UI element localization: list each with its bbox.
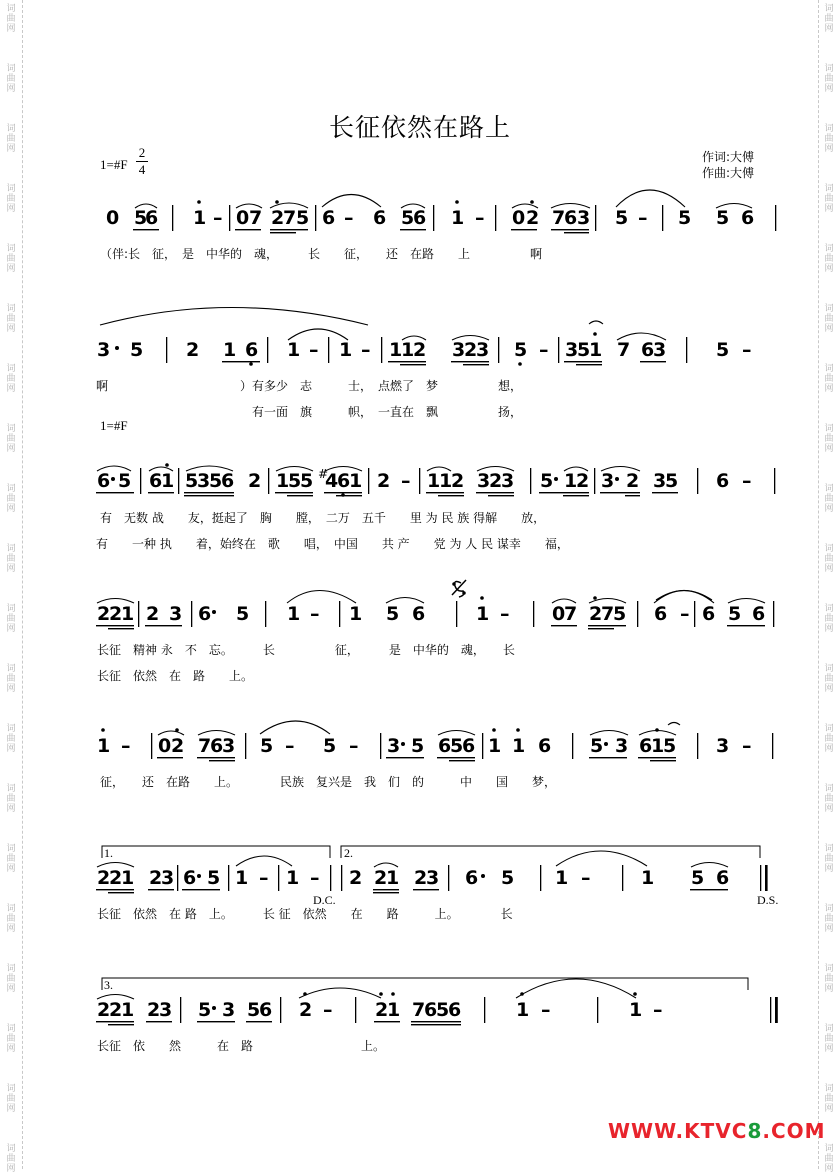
svg-text:2: 2: [147, 999, 161, 1021]
svg-text:6: 6: [716, 867, 730, 889]
watermark-text: 词 曲 网: [6, 964, 16, 994]
svg-text:2: 2: [97, 999, 111, 1021]
svg-text:–: –: [742, 339, 752, 361]
svg-text:2: 2: [248, 470, 262, 492]
watermark-text: 词 曲 网: [824, 664, 834, 694]
watermark-text: 词 曲 网: [824, 964, 834, 994]
watermark-text: 词 曲 网: [6, 904, 16, 934]
svg-text:5: 5: [678, 207, 692, 229]
svg-text:1: 1: [349, 470, 363, 492]
svg-text:2: 2: [414, 867, 428, 889]
svg-text:5: 5: [691, 867, 705, 889]
watermark-text: 词 曲 网: [824, 424, 834, 454]
svg-text:1: 1: [161, 470, 175, 492]
svg-text:2: 2: [97, 867, 111, 889]
svg-text:0: 0: [512, 207, 526, 229]
svg-text:6: 6: [716, 470, 730, 492]
svg-text:–: –: [401, 470, 411, 492]
svg-text:1: 1: [451, 207, 465, 229]
watermark-text: 词 曲 网: [6, 844, 16, 874]
watermark-text: 词 曲 网: [824, 184, 834, 214]
watermark-text: 词 曲 网: [6, 1144, 16, 1174]
svg-text:7: 7: [198, 735, 212, 757]
svg-text:6: 6: [538, 735, 552, 757]
ending-3-label: 3.: [104, 978, 113, 992]
lyric-line: 长征 依 然 在 路 上。: [97, 1039, 386, 1053]
dc-marking: D.C.: [313, 893, 336, 907]
svg-text:1: 1: [349, 603, 363, 625]
svg-text:5: 5: [501, 867, 515, 889]
watermark-text: 词 曲 网: [824, 904, 834, 934]
svg-text:1: 1: [121, 603, 135, 625]
svg-text:2: 2: [349, 867, 363, 889]
svg-text:5: 5: [118, 470, 132, 492]
watermark-text: 词 曲 网: [824, 64, 834, 94]
svg-text:0: 0: [106, 207, 120, 229]
lyric-line: 长征 精神 永 不 忘。 长 征， 是 中华的 魂， 长: [97, 643, 515, 657]
svg-text:7: 7: [412, 999, 426, 1021]
svg-text:2: 2: [186, 339, 200, 361]
lyric-line: 有一面 旗 帜， 一直在 飘 扬，: [96, 405, 523, 419]
system-4-notes: [97, 603, 765, 625]
svg-text:2: 2: [375, 999, 389, 1021]
logo-tld: .COM: [762, 1119, 826, 1143]
svg-text:6: 6: [702, 603, 716, 625]
svg-text:6: 6: [221, 470, 235, 492]
watermark-text: 词 曲 网: [6, 784, 16, 814]
watermark-text: 词 曲 网: [6, 484, 16, 514]
watermark-text: 词 曲 网: [824, 304, 834, 334]
svg-text:0: 0: [158, 735, 172, 757]
svg-text:1: 1: [401, 339, 415, 361]
svg-text:1: 1: [97, 735, 111, 757]
svg-text:1: 1: [287, 603, 301, 625]
svg-text:–: –: [259, 867, 269, 889]
svg-text:6: 6: [337, 470, 351, 492]
watermark-text: 词 曲 网: [824, 124, 834, 154]
watermark-text: 词 曲 网: [824, 244, 834, 274]
svg-text:–: –: [309, 339, 319, 361]
svg-text:3: 3: [452, 339, 466, 361]
svg-text:1: 1: [629, 999, 643, 1021]
svg-text:5: 5: [716, 339, 730, 361]
lyricist-credit: 作词:大傅: [702, 150, 755, 164]
svg-text:4: 4: [325, 470, 339, 492]
watermark-text: 词 曲 网: [824, 1084, 834, 1114]
song-title: 长征依然在路上: [328, 113, 511, 142]
watermark-text: 词 曲 网: [824, 484, 834, 514]
svg-text:3: 3: [387, 735, 401, 757]
svg-text:5: 5: [300, 470, 314, 492]
ds-marking: D.S.: [757, 893, 779, 907]
svg-text:3: 3: [501, 470, 515, 492]
svg-text:6: 6: [465, 867, 479, 889]
svg-text:5: 5: [236, 603, 250, 625]
svg-text:2: 2: [464, 339, 478, 361]
site-logo[interactable]: [608, 1119, 826, 1143]
svg-text:6: 6: [741, 207, 755, 229]
svg-text:5: 5: [209, 470, 223, 492]
svg-text:3: 3: [222, 999, 236, 1021]
watermark-text: 词 曲 网: [6, 124, 16, 154]
watermark-text: 词 曲 网: [6, 364, 16, 394]
system-5-notes: [97, 735, 752, 757]
svg-text:0: 0: [552, 603, 566, 625]
svg-text:1: 1: [516, 999, 530, 1021]
svg-text:5: 5: [436, 999, 450, 1021]
svg-text:–: –: [742, 735, 752, 757]
lyric-line: （伴:长 征， 是 中华的 魂， 长 征， 还 在路 上 啊: [100, 247, 543, 261]
watermark-text: 词 曲 网: [6, 1084, 16, 1114]
svg-text:–: –: [638, 207, 648, 229]
svg-text:1: 1: [651, 735, 665, 757]
svg-text:5: 5: [185, 470, 199, 492]
system-2-notes: [97, 339, 752, 361]
svg-text:–: –: [653, 999, 663, 1021]
svg-text:5: 5: [247, 999, 261, 1021]
svg-text:–: –: [361, 339, 371, 361]
watermark-text: 词 曲 网: [824, 724, 834, 754]
watermark-text: 词 曲 网: [6, 544, 16, 574]
svg-text:6: 6: [654, 603, 668, 625]
svg-text:6: 6: [424, 999, 438, 1021]
svg-text:3: 3: [169, 603, 183, 625]
svg-text:3: 3: [477, 470, 491, 492]
svg-text:7: 7: [283, 207, 297, 229]
svg-text:6: 6: [245, 339, 259, 361]
ending-1-label: 1.: [104, 846, 113, 860]
svg-text:6: 6: [462, 735, 476, 757]
svg-text:3: 3: [476, 339, 490, 361]
svg-text:6: 6: [210, 735, 224, 757]
svg-text:3: 3: [601, 470, 615, 492]
svg-text:1: 1: [439, 470, 453, 492]
svg-text:–: –: [742, 470, 752, 492]
svg-text:2: 2: [109, 999, 123, 1021]
svg-text:6: 6: [639, 735, 653, 757]
svg-text:2: 2: [374, 867, 388, 889]
svg-text:2: 2: [271, 207, 285, 229]
svg-text:3: 3: [97, 339, 111, 361]
svg-text:3: 3: [161, 867, 175, 889]
svg-text:6: 6: [145, 207, 159, 229]
svg-text:3: 3: [716, 735, 730, 757]
svg-text:6: 6: [259, 999, 273, 1021]
svg-text:7: 7: [552, 207, 566, 229]
lyric-line: 有 一种 执 着，始终在 歌 唱， 中国 共 产 党 为 人 民 谋幸 福，: [96, 537, 569, 551]
svg-text:–: –: [121, 735, 131, 757]
svg-text:–: –: [475, 207, 485, 229]
svg-text:1: 1: [121, 999, 135, 1021]
svg-text:2: 2: [377, 470, 391, 492]
svg-text:2: 2: [109, 603, 123, 625]
svg-text:5: 5: [590, 735, 604, 757]
svg-text:–: –: [310, 867, 320, 889]
svg-text:2: 2: [576, 470, 590, 492]
watermark-text: 词 曲 网: [824, 1144, 834, 1174]
svg-text:5: 5: [260, 735, 274, 757]
svg-text:1: 1: [223, 339, 237, 361]
ending-2-label: 2.: [344, 846, 353, 860]
watermark-text: 词 曲 网: [6, 244, 16, 274]
svg-text:2: 2: [626, 470, 640, 492]
watermark-text: 词 曲 网: [6, 1024, 16, 1054]
watermark-text: 词 曲 网: [6, 4, 16, 34]
key-signature: 1=#F: [100, 157, 128, 172]
svg-text:5: 5: [540, 470, 554, 492]
svg-text:–: –: [500, 603, 510, 625]
svg-text:2: 2: [146, 603, 160, 625]
svg-text:2: 2: [171, 735, 185, 757]
svg-text:–: –: [349, 735, 359, 757]
svg-text:3: 3: [159, 999, 173, 1021]
svg-text:5: 5: [323, 735, 337, 757]
svg-text:5: 5: [665, 470, 679, 492]
svg-text:3: 3: [577, 207, 591, 229]
svg-text:5: 5: [134, 207, 148, 229]
svg-text:6: 6: [413, 207, 427, 229]
time-signature-bottom: 4: [136, 161, 148, 178]
svg-text:5: 5: [615, 207, 629, 229]
svg-text:3: 3: [565, 339, 579, 361]
svg-text:1: 1: [389, 339, 403, 361]
svg-text:1: 1: [555, 867, 569, 889]
svg-text:5: 5: [198, 999, 212, 1021]
watermark-text: 词 曲 网: [824, 364, 834, 394]
watermark-text: 词 曲 网: [824, 844, 834, 874]
svg-text:1: 1: [427, 470, 441, 492]
svg-text:–: –: [310, 603, 320, 625]
svg-text:6: 6: [97, 470, 111, 492]
svg-text:2: 2: [109, 867, 123, 889]
svg-text:5: 5: [450, 735, 464, 757]
svg-text:–: –: [581, 867, 591, 889]
svg-text:1: 1: [488, 735, 502, 757]
svg-text:1: 1: [339, 339, 353, 361]
svg-text:2: 2: [526, 207, 540, 229]
svg-text:5: 5: [716, 207, 730, 229]
lyric-line: 啊 ）有多少 志 士， 点燃了 梦 想，: [96, 379, 523, 393]
svg-text:3: 3: [653, 470, 667, 492]
svg-text:–: –: [541, 999, 551, 1021]
svg-text:1: 1: [476, 603, 490, 625]
svg-text:2: 2: [589, 603, 603, 625]
watermark-text: 词 曲 网: [824, 544, 834, 574]
lyric-line: 长征 依然 在 路 上。 长 征 依然 在 路 上。 长: [97, 907, 513, 921]
svg-text:5: 5: [401, 207, 415, 229]
svg-text:1: 1: [121, 867, 135, 889]
svg-text:–: –: [323, 999, 333, 1021]
watermark-text: 词 曲 网: [6, 604, 16, 634]
svg-text:6: 6: [641, 339, 655, 361]
system-1-notes: [106, 207, 754, 229]
svg-text:–: –: [539, 339, 549, 361]
svg-text:1: 1: [193, 207, 207, 229]
svg-text:0: 0: [236, 207, 250, 229]
svg-text:6: 6: [448, 999, 462, 1021]
svg-text:6: 6: [198, 603, 212, 625]
svg-text:7: 7: [601, 603, 615, 625]
system-6-notes: [97, 867, 729, 889]
watermark-text: 词 曲 网: [824, 784, 834, 814]
watermark-text: 词 曲 网: [6, 724, 16, 754]
svg-text:–: –: [344, 207, 354, 229]
watermark-text: 词 曲 网: [824, 1024, 834, 1054]
svg-text:6: 6: [149, 470, 163, 492]
segno-icon: [452, 580, 466, 597]
svg-text:1: 1: [641, 867, 655, 889]
watermark-text: 词 曲 网: [6, 184, 16, 214]
svg-text:6: 6: [373, 207, 387, 229]
svg-text:5: 5: [130, 339, 144, 361]
logo-main: WWW.KTVC: [608, 1119, 748, 1143]
svg-text:6: 6: [412, 603, 426, 625]
svg-text:3: 3: [426, 867, 440, 889]
svg-text:3: 3: [197, 470, 211, 492]
svg-text:5: 5: [577, 339, 591, 361]
lyric-line: 长征 依然 在 路 上。: [97, 669, 254, 683]
svg-text:6: 6: [438, 735, 452, 757]
key-change: 1=#F: [100, 418, 128, 433]
svg-text:7: 7: [249, 207, 263, 229]
svg-text:2: 2: [97, 603, 111, 625]
svg-text:2: 2: [413, 339, 427, 361]
svg-text:5: 5: [288, 470, 302, 492]
svg-text:7: 7: [617, 339, 631, 361]
svg-text:3: 3: [653, 339, 667, 361]
svg-text:5: 5: [296, 207, 310, 229]
svg-text:5: 5: [386, 603, 400, 625]
watermark-text: 词 曲 网: [824, 604, 834, 634]
svg-text:1: 1: [235, 867, 249, 889]
lyric-line: 征， 还 在路 上。 民族 复兴是 我 们 的 中 国 梦，: [100, 775, 557, 789]
svg-text:–: –: [680, 603, 690, 625]
svg-text:1: 1: [276, 470, 290, 492]
watermark-text: 词 曲 网: [6, 64, 16, 94]
svg-text:3: 3: [615, 735, 629, 757]
svg-text:5: 5: [663, 735, 677, 757]
svg-text:–: –: [285, 735, 295, 757]
svg-text:2: 2: [149, 867, 163, 889]
svg-text:5: 5: [613, 603, 627, 625]
watermark-text: 词 曲 网: [6, 304, 16, 334]
watermark-text: 词 曲 网: [6, 664, 16, 694]
svg-text:2: 2: [451, 470, 465, 492]
composer-credit: 作曲:大傅: [702, 166, 755, 180]
watermark-text: 词 曲 网: [6, 424, 16, 454]
svg-text:2: 2: [299, 999, 313, 1021]
svg-text:1: 1: [286, 867, 300, 889]
svg-text:1: 1: [387, 999, 401, 1021]
svg-text:7: 7: [564, 603, 578, 625]
svg-text:–: –: [213, 207, 223, 229]
svg-text:6: 6: [322, 207, 336, 229]
svg-text:5: 5: [728, 603, 742, 625]
svg-text:3: 3: [222, 735, 236, 757]
logo-accent: 8: [747, 1119, 763, 1143]
svg-text:2: 2: [489, 470, 503, 492]
svg-text:1: 1: [512, 735, 526, 757]
lyric-line: 有 无数 战 友，挺起了 胸 膛， 二万 五千 里 为 民 族 得解 放，: [100, 511, 546, 525]
system-7-notes: [97, 999, 663, 1021]
svg-text:1: 1: [386, 867, 400, 889]
svg-text:5: 5: [514, 339, 528, 361]
svg-text:6: 6: [183, 867, 197, 889]
svg-text:5: 5: [411, 735, 425, 757]
svg-text:1: 1: [287, 339, 301, 361]
system-3-notes: [97, 467, 752, 492]
svg-text:1: 1: [589, 339, 603, 361]
svg-text:6: 6: [752, 603, 766, 625]
svg-text:#: #: [318, 467, 329, 481]
watermark-text: 词 曲 网: [824, 4, 834, 34]
svg-text:6: 6: [564, 207, 578, 229]
svg-text:1: 1: [564, 470, 578, 492]
time-signature-top: 2: [138, 145, 146, 160]
svg-text:5: 5: [207, 867, 221, 889]
